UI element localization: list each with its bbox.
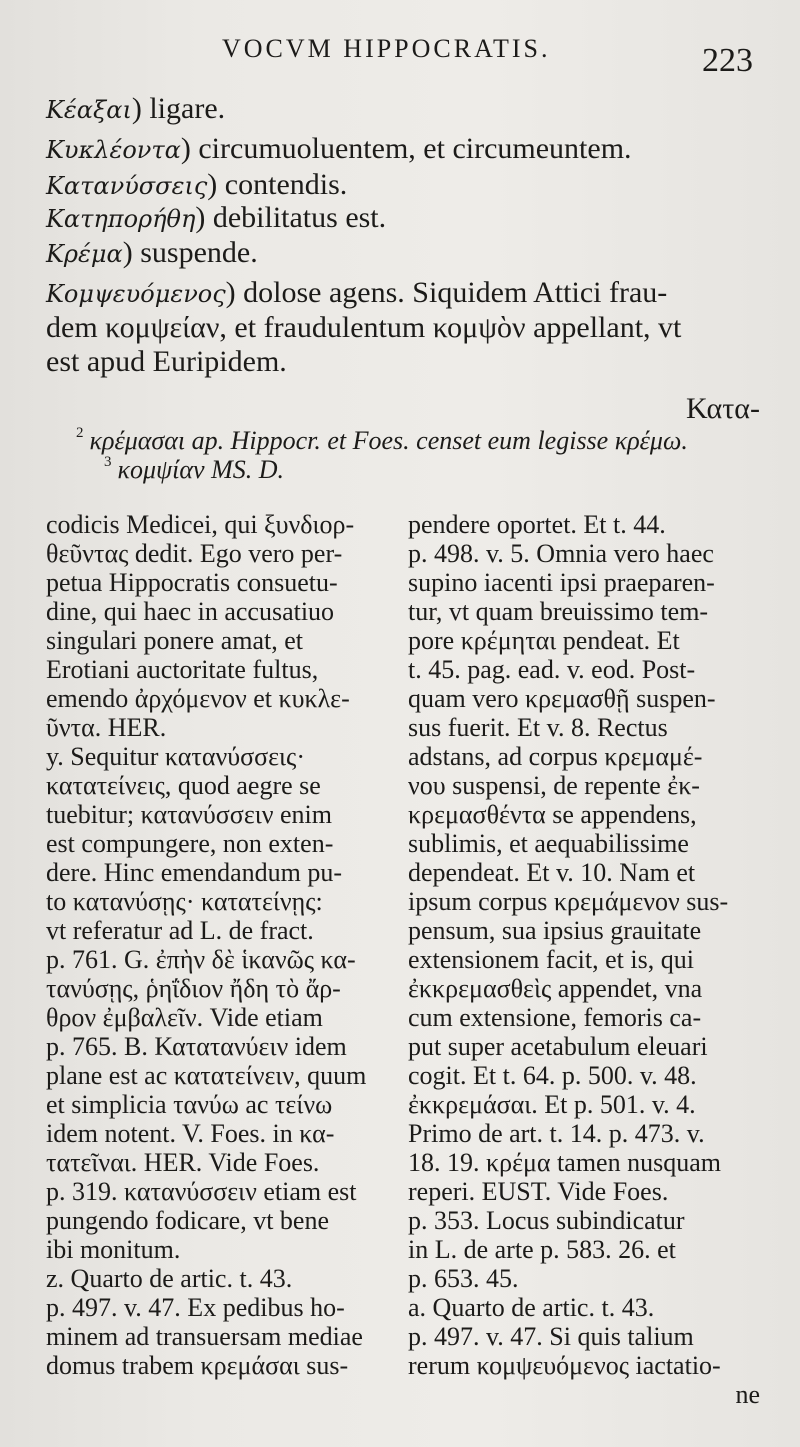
column-line: domus trabem κρεμάσαι sus- — [46, 1351, 349, 1380]
gloss-headword: Κομψευόμενος — [46, 280, 226, 308]
page-number: 223 — [702, 42, 753, 79]
gloss-entry — [46, 276, 762, 311]
column-line: p. 497. v. 47. Ex pedibus ho- — [46, 1293, 345, 1322]
column-line: pendere oportet. Et t. 44. — [408, 510, 666, 539]
footnote-mark: 2 — [76, 425, 84, 441]
column-line: vt referatur ad L. de fract. — [46, 916, 314, 945]
column-line: rerum κομψευόμενος iactatio- — [408, 1351, 721, 1380]
column-line: cogit. Et t. 64. p. 500. v. 48. — [408, 1061, 697, 1090]
column-line: dere. Hinc emendandum pu- — [46, 858, 343, 887]
column-line: pensum, sua ipsius grauitate — [408, 916, 702, 945]
gloss-definition: ) suspende. — [122, 236, 258, 269]
catchword: Κατα- — [685, 392, 760, 425]
column-line: Erotiani auctoritate fultus, — [46, 655, 319, 684]
column-line: minem ad transuersam mediae — [46, 1322, 363, 1351]
column-line: ibi monitum. — [46, 1235, 181, 1264]
column-line: put super acetabulum eleuari — [408, 1032, 708, 1061]
column-line: y. Sequitur κατανύσσεις· — [46, 742, 306, 771]
column-line: idem notent. V. Foes. in κα- — [46, 1119, 335, 1148]
column-line: θρον ἐμβαλεῖν. Vide etiam — [46, 1003, 323, 1032]
column-line: p. 497. v. 47. Si quis talium — [408, 1322, 694, 1351]
column-line: p. 765. B. Κατατανύειν idem — [46, 1032, 347, 1061]
column-line: ἐκκρεμασθεὶς appendet, vna — [408, 974, 703, 1003]
gloss-headword: Κέαξαι — [46, 96, 132, 124]
column-line: extensionem facit, et is, qui — [408, 945, 694, 974]
column-line: in L. de arte p. 583. 26. et — [408, 1235, 676, 1264]
column-line: sus fuerit. Et v. 8. Rectus — [408, 713, 668, 742]
column-line: dependeat. Et v. 10. Nam et — [408, 858, 696, 887]
column-line: petua Hippocratis consuetu- — [46, 568, 338, 597]
column-line: emendo ἀρχόμενον et κυκλε- — [46, 684, 350, 713]
column-line: ῦντα. HER. — [46, 713, 167, 742]
gloss-entry — [46, 92, 762, 127]
gloss-continuation-line: est apud Euripidem. — [46, 345, 287, 378]
column-line: p. 353. Locus subindicatur — [408, 1206, 685, 1235]
gloss-definition: ) circumuoluentem, et circumeuntem. — [180, 132, 632, 165]
column-line: z. Quarto de artic. t. 43. — [46, 1264, 293, 1293]
column-line: a. Quarto de artic. t. 43. — [408, 1293, 655, 1322]
column-line: adstans, ad corpus κρεμαμέ- — [408, 742, 703, 771]
gloss-definition: ) debilitatus est. — [195, 201, 387, 234]
gloss-entry — [46, 132, 762, 167]
column-line: cum extensione, femoris ca- — [408, 1003, 702, 1032]
column-line: ἐκκρεμάσαι. Et p. 501. v. 4. — [408, 1090, 696, 1119]
column-line: Primo de art. t. 14. p. 473. v. — [408, 1119, 705, 1148]
running-title: VOCVM HIPPOCRATIS. — [222, 34, 551, 63]
column-line: τατεῖναι. HER. Vide Foes. — [46, 1148, 320, 1177]
gloss-entry — [46, 236, 762, 271]
column-line: p. 761. G. ἐπὴν δὲ ἱκανῶς κα- — [46, 945, 356, 974]
gloss-headword: Κατανύσσεις — [46, 172, 208, 200]
column-line: 18. 19. κρέμα tamen nusquam — [408, 1148, 721, 1177]
gloss-headword: Κυκλέοντα — [46, 136, 181, 164]
column-line: codicis Medicei, qui ξυνδιορ- — [46, 510, 355, 539]
gloss-definition: ) contendis. — [207, 168, 348, 201]
footnote — [104, 454, 284, 485]
column-line: κατατείνεις, quod aegre se — [46, 771, 321, 800]
column-line: tuebitur; κατανύσσειν enim — [46, 800, 332, 829]
column-line: θεῦντας dedit. Ego vero per- — [46, 539, 343, 568]
column-line: τανύσῃς, ῥηΐδιον ἤδη τὸ ἄρ- — [46, 974, 341, 1003]
gloss-headword: Κρέμα — [46, 240, 123, 268]
gloss-definition: ) ligare. — [131, 92, 226, 125]
column-line: ipsum corpus κρεμάμενον sus- — [408, 887, 729, 916]
gloss-entry — [46, 168, 762, 203]
column-line: dine, qui haec in accusatiuo — [46, 597, 335, 626]
gloss-headword: Κατηπορήθη — [46, 205, 196, 233]
column-line: pore κρέμηται pendeat. Et — [408, 626, 680, 655]
footnote-text: κομψίαν MS. D. — [117, 455, 285, 484]
footnote-text: κρέμασαι ap. Hippocr. et Foes. censet eum legisse κρέμω. — [89, 426, 688, 455]
column-line: plane est ac κατατείνειν, quum — [46, 1061, 367, 1090]
gloss-entry — [46, 201, 762, 236]
column-line: κρεμασθέντα se appendens, — [408, 800, 697, 829]
column-line: reperi. EUST. Vide Foes. — [408, 1177, 669, 1206]
gloss-definition: ) dolose agens. Siquidem Attici frau- — [225, 276, 668, 309]
column-line: t. 45. pag. ead. v. eod. Post- — [408, 655, 696, 684]
column-line: νου suspensi, de repente ἐκ- — [408, 771, 700, 800]
column-line: est compungere, non exten- — [46, 829, 334, 858]
column-line: p. 498. v. 5. Omnia vero haec — [408, 539, 714, 568]
column-line: tur, vt quam breuissimo tem- — [408, 597, 709, 626]
footnote — [76, 425, 688, 456]
section-divider — [46, 505, 760, 506]
column-line: pungendo fodicare, vt bene — [46, 1206, 330, 1235]
column-line: p. 319. κατανύσσειν etiam est — [46, 1177, 357, 1206]
column-line: p. 653. 45. — [408, 1264, 519, 1293]
column-line: et simplicia τανύω ac τείνω — [46, 1090, 333, 1119]
column-line: supino iacenti ipsi praeparen- — [408, 568, 715, 597]
column-line: singulari ponere amat, et — [46, 626, 304, 655]
column-line: quam vero κρεμασθῇ suspen- — [408, 684, 716, 713]
footnote-mark: 3 — [104, 454, 112, 470]
column-line: ne — [735, 1380, 760, 1409]
column-line: to κατανύσῃς· κατατείνῃς: — [46, 887, 323, 916]
column-line: sublimis, et aequabilissime — [408, 829, 689, 858]
gloss-continuation-line: dem κομψείαν, et fraudulentum κομψὸν appellant, vt — [46, 311, 682, 344]
